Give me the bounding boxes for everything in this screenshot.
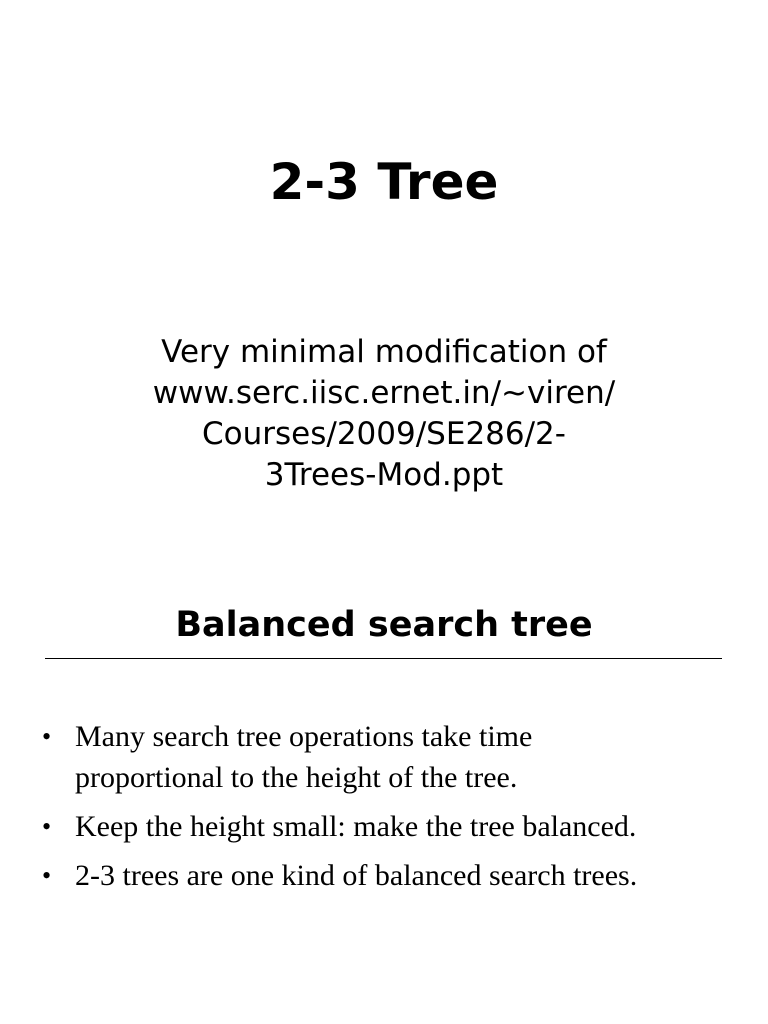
- bullet-item: [42, 855, 742, 896]
- heading-divider: [45, 658, 722, 659]
- subtitle-line: Very minimal modification of: [161, 334, 607, 370]
- subtitle-line: www.serc.iisc.ernet.in/~viren/: [152, 375, 616, 411]
- bullet-text-line: proportional to the height of the tree.: [75, 761, 518, 794]
- bullet-text-line: Many search tree operations take time: [75, 720, 533, 753]
- bullet-item: [42, 716, 742, 798]
- slide-title: 2-3 Tree: [269, 153, 499, 211]
- bullet-marker: •: [42, 861, 52, 890]
- bullet-marker: •: [42, 812, 52, 841]
- bullet-item: [42, 806, 742, 847]
- slide-subtitle: [84, 332, 684, 496]
- bullet-text-line: Keep the height small: make the tree balanced.: [75, 810, 637, 843]
- section-heading: Balanced search tree: [175, 605, 593, 645]
- subtitle-line: Courses/2009/SE286/2-: [202, 416, 566, 452]
- bullet-text-line: 2-3 trees are one kind of balanced search trees.: [75, 859, 638, 892]
- bullet-marker: •: [42, 722, 52, 751]
- subtitle-line: 3Trees-Mod.ppt: [264, 457, 504, 493]
- bullet-list: [42, 716, 742, 904]
